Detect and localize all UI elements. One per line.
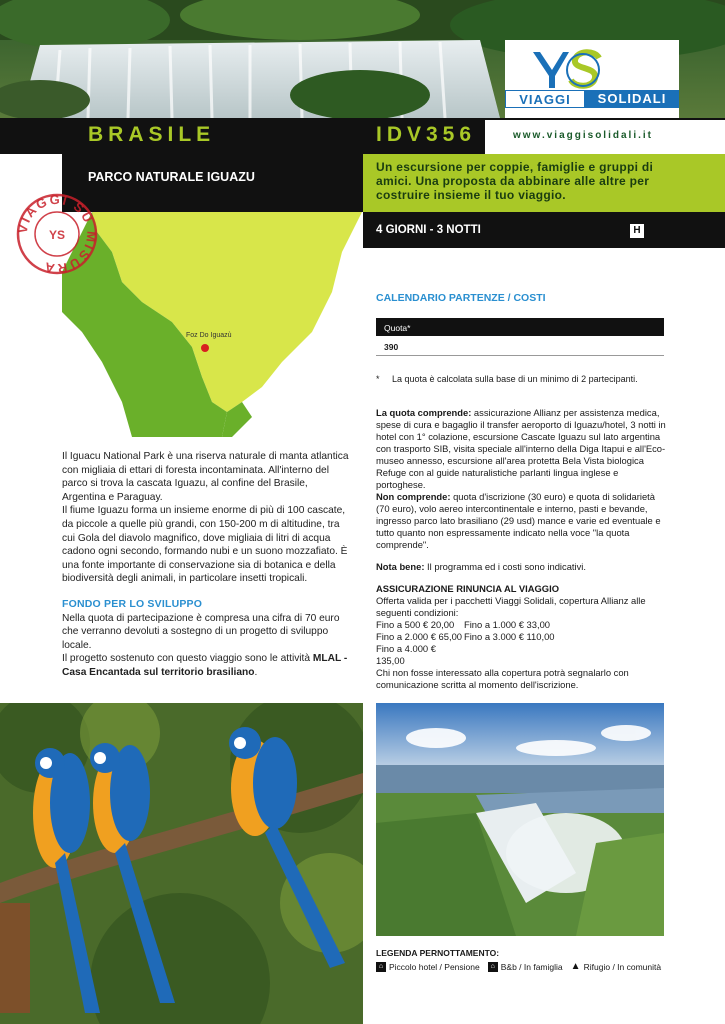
insurance-heading: ASSICURAZIONE RINUNCIA AL VIAGGIO [376,583,559,594]
fund-heading: FONDO PER LO SVILUPPO [62,597,203,610]
fund-paragraph-2: Il progetto sostenuto con questo viaggio sono le attività MLAL - Casa Encantada sul territorio brasiliano. [62,653,348,678]
hotel-icon: ⌂ [376,962,386,972]
legend-item-rifugio: ▲ Rifugio / In comunità [570,961,662,972]
insurance-row-1: Fino a 500 € 20,00 Fino a 1.000 € 33,00 [376,619,551,630]
legend [376,962,661,972]
insurance-text: Offerta valida per i pacchetti Viaggi Solidali, copertura Allianz alle seguenti condizioni: [376,595,646,618]
website-box [485,118,725,154]
comprende-paragraph: La quota comprende: assicurazione Allianz per assistenza medica, spese di cura e bagaglio il transfer aeroporto di Iguazu/hotel, 3 notti in hotel con 1° colazione, escursione Cascate Iguazu sul lato argentina con trasporto SIB, visita speciale all'interno della Diga Itapui e all'Eco-museo annesso, escursione all'area protetta Bela Vista biologica Refuge con al guide naturalistiche parlanti lingua inglese e portoghese. [376,407,666,490]
quota-header: Quota* [376,318,664,336]
insurance-row-3: Fino a 4.000 € 135,00 [376,643,436,666]
ys-logo-icon [525,46,605,95]
legend-item-hotel: ⌂ Piccolo hotel / Pensione [376,962,480,972]
itaipu-dam-photo [376,703,664,936]
map [62,212,363,437]
quota-note: * La quota è calcolata sulla base di un minimo di 2 partecipanti. [376,374,638,384]
insurance-row-2: Fino a 2.000 € 65,00 Fino a 3.000 € 110,00 [376,631,555,642]
hut-icon: ▲ [570,961,581,972]
website-link[interactable]: www.viaggisolidali.it [513,130,653,141]
stamp-logo: YS [48,228,66,242]
logo-word-solidali: SOLIDALI [585,90,679,108]
park-name: PARCO NATURALE IGUAZU [88,170,255,184]
description-paragraph-1: Il Iguacu National Park è una riserva naturale di manta atlantica con migliaia di ettari di foresta incontaminata. All'interno del parco si trova la cascata Iguazu, al confine del Brasile, Argentina e Paraguay. [62,451,349,503]
house-icon: ⌂ [488,962,498,972]
description-paragraph-2: Il fiume Iguazu forma un insieme enorme di più di 100 cascate, da piccole a quelle più grandi, con 150-200 m di altitudine, tra cui Gola del diavolo magnifico, dove migliaia di litri di acqua cadono ogni secondo, formando nubi e un suono mozzafiato. È una fonte importante di conservazione sia di botanica e della biodiversità degli animali, in particolare insetti tropicali. [62,505,348,585]
intro-text: Un escursione per coppie, famiglie e gruppi di amici. Una proposta da abbinare alle altre per costruire insieme il tuo viaggio. [376,160,654,202]
stamp-text: VIAGGI SU MISURA [15,192,99,276]
left-column [62,450,352,680]
insurance-footer: Chi non fosse interessato alla copertura potrà segnalarlo con comunicazione scritta al momento dell'iscrizione. [376,667,629,690]
logo-word-viaggi: VIAGGI [505,90,585,108]
duration-text: 4 GIORNI - 3 NOTTI [376,224,481,236]
viaggi-su-misura-stamp [15,192,99,276]
map-label-foz-do-iguazu: Foz Do Iguazù [186,332,232,339]
legend-item-bnb: ⌂ B&b / In famiglia [488,962,563,972]
fund-paragraph-1: Nella quota di partecipazione è compresa una cifra di 70 euro che verranno devoluti a sostegno di un progetto di sviluppo locale. [62,612,340,651]
parrots-photo [0,703,363,1024]
trip-code: IDV356 [376,123,477,146]
logo [505,40,679,118]
country-title: BRASILE [88,123,216,146]
quota-value: 390 [376,336,664,356]
calendar-heading: CALENDARIO PARTENZE / COSTI [376,292,546,304]
right-details [376,407,668,691]
non-comprende-paragraph: Non comprende: quota d'iscrizione (30 euro) e quota di solidarietà (70 euro), volo aereo intercontinentale e interno, pasti e bevande, ingresso parco lato brasiliano (29 usd) mance e varie ed eventuale e tutto quanto non espressamente indicato nella voce "la quota comprende". [376,491,661,550]
hotel-icon: H [630,224,644,238]
legend-heading: LEGENDA PERNOTTAMENTO: [376,948,500,958]
nota-bene: Nota bene: Il programma ed i costi sono indicativi. [376,561,586,572]
